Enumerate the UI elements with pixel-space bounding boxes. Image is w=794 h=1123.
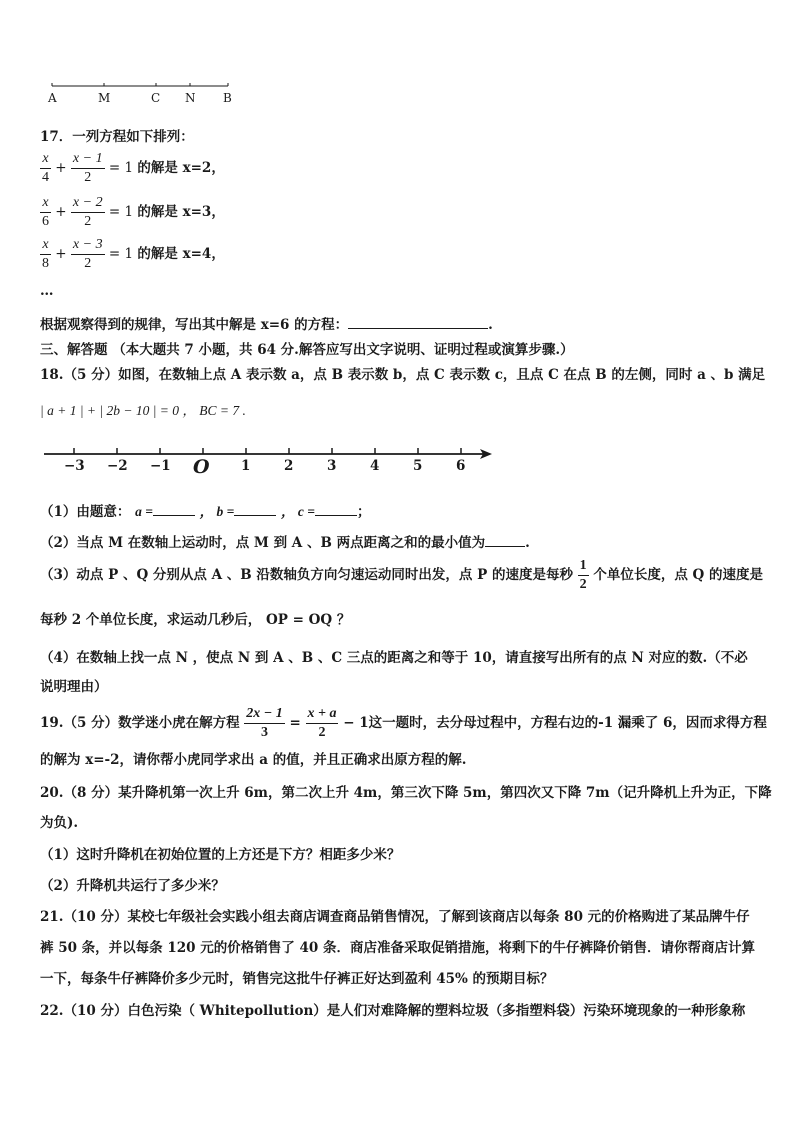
tick-label-6: 6 [456,458,466,474]
q19-line2: 的解为 x=-2，请你帮小虎同学求出 a 的值，并且正确求出原方程的解. [40,752,467,768]
q17-eq1-one: = 1 [108,160,134,176]
q17-eq3-plus: + [55,246,67,262]
q17-eq1-frac-b [71,150,105,187]
q19-frac-left [244,705,284,742]
tick-label-1: 1 [241,458,251,474]
tick-label-neg3: −3 [64,458,85,474]
q17-eq1-a-num: x [40,150,51,169]
tick-label-5: 5 [413,458,423,474]
q18-p1-end: ； [356,504,371,520]
q17-eq-2 [40,194,225,231]
q17-eq1-plus: + [55,160,67,176]
q18-b-blank[interactable] [234,515,276,516]
q17-eq-3 [40,236,225,273]
q17-rule-end: . [488,317,493,333]
q18-p3-text-b: 个单位长度，点 Q 的速度是 [593,567,764,583]
q17-eq2-b-num: x − 2 [71,194,105,213]
segment-label-a: A [48,91,57,105]
q17-eq3-one: = 1 [108,246,134,262]
q21-line3: 一下，每条牛仔裤降价多少元时，销售完这批牛仔裤正好达到盈利 45% 的预期目标？ [40,971,554,987]
q21-line2: 裤 50 条，并以每条 120 元的价格销售了 40 条．商店准备采取促销措施，将剩下的牛仔裤降价销售．请你帮商店计算 [40,940,755,956]
q18-p3-frac [578,557,589,594]
q17-eq1-a-den: 4 [42,170,49,185]
q18-part3-line1 [40,557,763,594]
q17-eq1-b-den: 2 [84,170,92,185]
q19-f2-num: x + a [306,705,339,724]
q17-eq3-result: 的解是 x=4， [137,246,225,262]
q17-eq2-plus: + [55,204,67,220]
q17-eq2-one: = 1 [108,204,134,220]
q17-intro: 17．一列方程如下排列： [40,129,194,145]
segment-figure [44,80,244,106]
q19-text-a: 19.（5 分）数学迷小虎在解方程 [40,715,240,731]
q18-part2 [40,531,530,551]
q17-eq3-frac-a [40,236,51,273]
q17-eq2-frac-a [40,194,51,231]
q19-f1-num: 2x − 1 [244,705,284,724]
q17-eq2-b-den: 2 [84,214,92,229]
q20-line2: 为负). [40,815,79,831]
q18-p1-b-var: ， b = [199,504,235,519]
q19-eq: = [289,715,301,731]
q18-part4-line2: 说明理由） [40,679,108,695]
q17-ellipsis: … [40,283,54,299]
q18-p3-text-a: （3）动点 P 、Q 分别从点 A 、B 沿数轴负方向匀速运动同时出发，点 P 的速度是每秒 [40,567,573,583]
section-3-heading: 三、解答题 （本大题共 7 小题，共 64 分.解答应写出文字说明、证明过程或演算步骤.） [40,342,574,358]
q18-part3-line2: 每秒 2 个单位长度，求运动几秒后， OP = OQ ？ [40,612,351,628]
q20-part1: （1）这时升降机在初始位置的上方还是下方？相距多少米？ [40,847,401,863]
q19-frac-right [306,705,339,742]
q19-text-b: 这一题时，去分母过程中，方程右边的-1 漏乘了 6，因而求得方程 [368,715,767,731]
q17-eq-1 [40,150,225,187]
tick-label-neg1: −1 [150,458,171,474]
q17-eq1-result: 的解是 x=2， [137,160,225,176]
q18-line2: | a + 1 | + | 2b − 10 | = 0 ， BC = 7 . [40,403,246,418]
segment-label-n: N [185,91,196,105]
q19-f2-den: 2 [318,725,326,740]
q17-eq3-a-den: 8 [42,256,49,271]
number-line [40,440,500,480]
q17-eq2-frac-b [71,194,105,231]
q20-line1: 20.（8 分）某升降机第一次上升 6m，第二次上升 4m，第三次下降 5m，第四次又下降 7m（记升降机上升为正，下降 [40,785,772,801]
q18-c-blank[interactable] [315,515,357,516]
q17-eq1-b-num: x − 1 [71,150,105,169]
segment-label-c: C [151,91,161,105]
q18-p2-text: （2）当点 M 在数轴上运动时，点 M 到 A 、B 两点距离之和的最小值为 [40,535,486,551]
q18-p3-den: 2 [579,577,587,592]
q17-eq3-b-den: 2 [84,256,92,271]
q17-eq3-a-num: x [40,236,51,255]
q18-line1: 18.（5 分）如图，在数轴上点 A 表示数 a，点 B 表示数 b，点 C 表示数 c，且点 C 在点 B 的左侧，同时 a 、b 满足 [40,367,766,383]
segment-label-b: B [223,91,232,105]
q17-eq2-a-den: 6 [42,214,49,229]
q17-eq2-a-num: x [40,194,51,213]
q17-answer-blank[interactable] [348,328,488,329]
q17-rule [40,313,493,333]
q17-eq3-b-num: x − 3 [71,236,105,255]
tick-label-neg2: −2 [107,458,128,474]
q22-line1: 22.（10 分）白色污染（ Whitepollution）是人们对难降解的塑料垃圾（多指塑料袋）污染环境现象的一种形象称 [40,1003,746,1019]
tick-label-4: 4 [370,458,380,474]
q21-line1: 21.（10 分）某校七年级社会实践小组去商店调查商品销售情况，了解到该商店以每条 80 元的价格购进了某品牌牛仔 [40,909,750,925]
q18-p2-blank[interactable] [485,546,525,547]
q18-part4-line1: （4）在数轴上找一点 N ，使点 N 到 A 、B 、C 三点的距离之和等于 10，请直接写出所有的点 N 对应的数.（不必 [40,650,748,666]
segment-svg [44,80,244,106]
q18-a-blank[interactable] [153,515,195,516]
q18-p1-a-var: a = [135,504,153,519]
q17-eq1-frac-a [40,150,51,187]
tick-label-3: 3 [327,458,337,474]
q20-part2: （2）升降机共运行了多少米？ [40,878,225,894]
q17-eq3-frac-b [71,236,105,273]
q19-line1 [40,705,767,742]
q18-p1-label: （1）由题意： [40,504,131,520]
q19-f1-den: 3 [261,725,269,740]
q18-p1-c-var: ， c = [281,504,315,519]
q18-p3-num: 1 [578,557,589,576]
q18-p2-end: . [525,535,530,551]
q17-rule-text: 根据观察得到的规律，写出其中解是 x=6 的方程： [40,317,349,333]
q17-eq2-result: 的解是 x=3， [137,204,225,220]
tick-label-origin: O [193,456,210,478]
q18-part1 [40,500,370,520]
tick-label-2: 2 [284,458,294,474]
q19-minus1: − 1 [343,715,369,731]
segment-label-m: M [98,91,111,105]
